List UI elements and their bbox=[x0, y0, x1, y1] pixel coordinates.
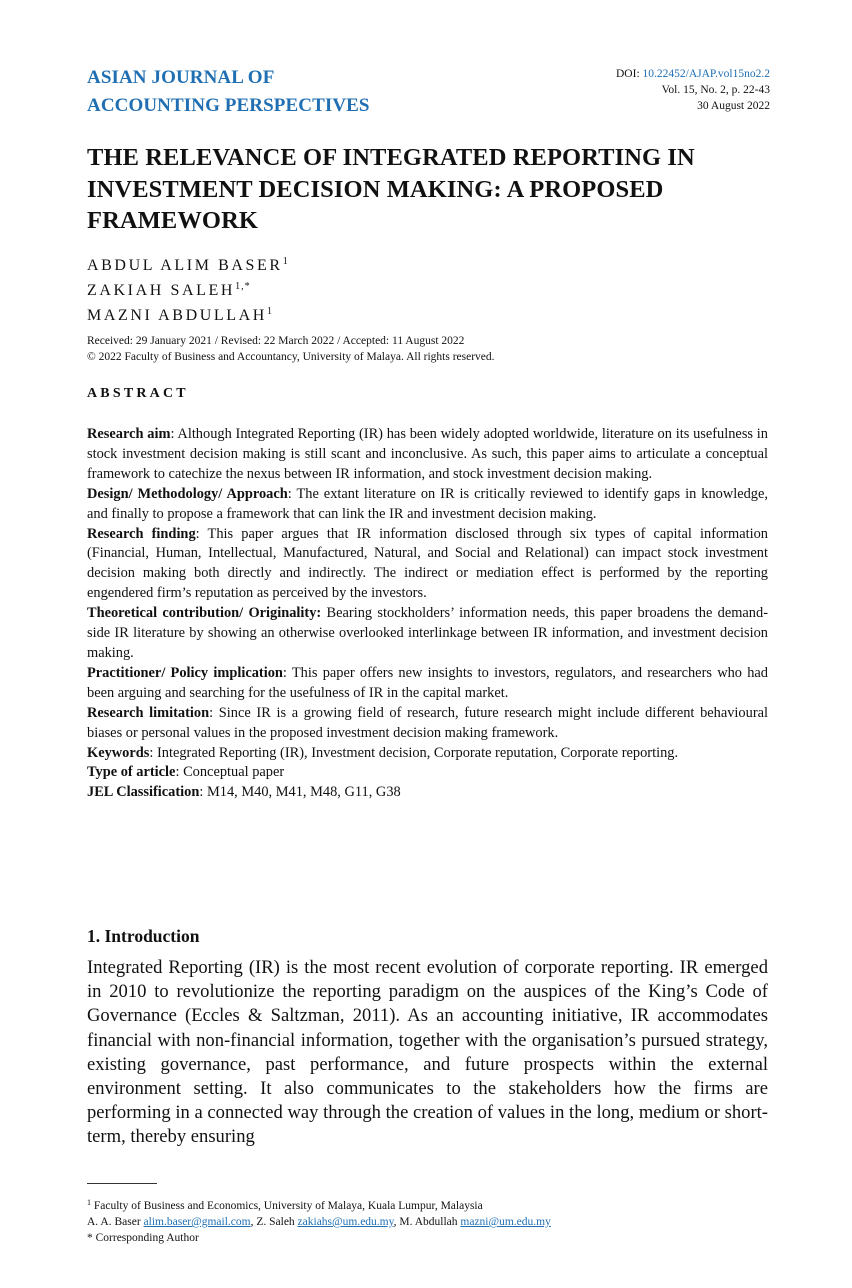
abstract-item-label: Design/ Methodology/ Approach bbox=[87, 485, 288, 502]
abstract-item-text: Although Integrated Reporting (IR) has been widely adopted worldwide, literature on its usefulness in stock investment decision making is still scant and inconclusive. As such, this paper aims to articulate a conceptual framework to catechize the nexus between IR information, and stock investment decision making. bbox=[87, 426, 768, 482]
abstract-item-text: M14, M40, M41, M48, G11, G38 bbox=[206, 784, 401, 801]
author-email-name: , M. Abdullah bbox=[393, 1216, 461, 1228]
abstract-item bbox=[87, 704, 768, 744]
jel-classification bbox=[87, 783, 768, 803]
publication-date: 30 August 2022 bbox=[697, 100, 770, 112]
article-type bbox=[87, 763, 768, 783]
abstract-item-text: Bearing stockholders’ information needs, this paper broadens the demand-side IR literature by showing an otherwise overlooked interlinkage between IR information, and investment decision making. bbox=[87, 605, 768, 661]
abstract-item-separator: : bbox=[209, 704, 219, 721]
abstract-item-text: The extant literature on IR is critically reviewed to identify gaps in knowledge, and finally to propose a framework that can link the IR and investment decision making. bbox=[87, 485, 768, 522]
journal-name-line2: ACCOUNTING PERSPECTIVES bbox=[87, 95, 370, 116]
affiliation-footnote bbox=[87, 1195, 551, 1214]
abstract-item bbox=[87, 664, 768, 704]
abstract-item-label: Research aim bbox=[87, 426, 171, 442]
abstract-item-text: Since IR is a growing field of research, future research might include different behavioural biases or personal values in the proposed investment decision making framework. bbox=[87, 704, 768, 741]
section-heading-introduction: 1. Introduction bbox=[87, 926, 200, 946]
author-affiliation-mark: 1,* bbox=[235, 281, 251, 292]
footnote-mark: 1 bbox=[87, 1198, 91, 1207]
email-link[interactable]: zakiahs@um.edu.my bbox=[297, 1216, 394, 1228]
email-link[interactable]: mazni@um.edu.my bbox=[460, 1216, 551, 1228]
email-link[interactable]: alim.baser@gmail.com bbox=[143, 1216, 251, 1228]
abstract-item-label: Keywords bbox=[87, 744, 150, 761]
abstract-item-label: JEL Classification bbox=[87, 784, 200, 801]
abstract-item-separator: : bbox=[149, 744, 157, 761]
doi-label: DOI: bbox=[616, 68, 643, 80]
footnotes bbox=[87, 1195, 551, 1246]
keywords bbox=[87, 744, 768, 764]
journal-name bbox=[87, 64, 370, 120]
abstract-item-label: Type of article bbox=[87, 764, 176, 781]
author bbox=[87, 251, 289, 276]
abstract-item-text: This paper argues that IR information disclosed through six types of capital information (Financial, Human, Intellectual, Manufactured, Natural, and Social and Relational) can impact stock investment decision making both directly and indirectly. The indirect or mediation effect is performed by the reporting engendered firm’s reputation as perceived by the investors. bbox=[87, 525, 768, 602]
corresponding-author-note: * Corresponding Author bbox=[87, 1232, 199, 1244]
abstract-item-label: Research finding bbox=[87, 525, 196, 542]
abstract-item bbox=[87, 604, 768, 664]
abstract-heading: ABSTRACT bbox=[87, 386, 189, 401]
author-name: MAZNI ABDULLAH bbox=[87, 307, 267, 324]
author-affiliation-mark: 1 bbox=[282, 256, 289, 267]
author-name: ZAKIAH SALEH bbox=[87, 282, 236, 299]
abstract-body bbox=[87, 425, 768, 803]
abstract-item bbox=[87, 485, 768, 525]
abstract-item-separator: : bbox=[282, 664, 292, 681]
abstract-item bbox=[87, 425, 768, 485]
abstract-item-label: Research limitation bbox=[87, 704, 210, 721]
abstract-item-separator: : bbox=[199, 784, 207, 801]
footnote-divider bbox=[87, 1183, 157, 1184]
author bbox=[87, 301, 289, 326]
journal-name-line1: ASIAN JOURNAL OF bbox=[87, 67, 275, 88]
author-email-name: , Z. Saleh bbox=[250, 1216, 298, 1228]
copyright-notice: © 2022 Faculty of Business and Accountancy, University of Malaya. All rights reserved. bbox=[87, 351, 495, 363]
abstract-item-separator: : bbox=[170, 426, 178, 442]
doi-line bbox=[616, 66, 770, 82]
article-history bbox=[87, 333, 495, 365]
abstract-item-label: Practitioner/ Policy implication bbox=[87, 664, 283, 681]
abstract-item-text: Conceptual paper bbox=[183, 764, 285, 781]
abstract-item-separator: : bbox=[287, 485, 297, 502]
author-name: ABDUL ALIM BASER bbox=[87, 257, 283, 274]
submission-dates: Received: 29 January 2021 / Revised: 22 March 2022 / Accepted: 11 August 2022 bbox=[87, 335, 465, 347]
author bbox=[87, 276, 289, 301]
paper-title: THE RELEVANCE OF INTEGRATED REPORTING IN INVESTMENT DECISION MAKING: A PROPOSED FRAMEWORK bbox=[87, 144, 695, 234]
abstract-item-separator: : bbox=[175, 764, 184, 781]
affiliation-text: Faculty of Business and Economics, University of Malaya, Kuala Lumpur, Malaysia bbox=[91, 1200, 483, 1212]
author-affiliation-mark: 1 bbox=[266, 306, 273, 317]
abstract-item-label: Theoretical contribution/ Originality: bbox=[87, 605, 322, 622]
author-emails bbox=[87, 1214, 551, 1230]
article-meta bbox=[616, 66, 770, 114]
volume-info: Vol. 15, No. 2, p. 22-43 bbox=[661, 84, 770, 96]
doi-link[interactable]: 10.22452/AJAP.vol15no2.2 bbox=[642, 68, 770, 80]
abstract-item-text: Integrated Reporting (IR), Investment decision, Corporate reputation, Corporate reporting. bbox=[156, 744, 679, 761]
abstract-item bbox=[87, 525, 768, 605]
abstract-item-separator: : bbox=[195, 525, 208, 542]
author-email-name: A. A. Baser bbox=[87, 1216, 144, 1228]
author-list bbox=[87, 251, 289, 326]
abstract-item-text: This paper offers new insights to investors, regulators, and researchers who had been arguing and searching for the usefulness of IR in the capital market. bbox=[87, 664, 768, 701]
introduction-paragraph: Integrated Reporting (IR) is the most recent evolution of corporate reporting. IR emerged in 2010 to revolutionize the reporting paradigm on the auspices of the King’s Code of Governance (Eccles & Saltzman, 2011). As an accounting initiative, IR accommodates financial with non-financial information, together with the organisation’s pursued strategy, existing governance, past performance, and future prospects within the external environment setting. It also communicates to the stakeholders how the firms are performing in a connected way through the creation of values in the long, medium or short-term, thereby ensuring bbox=[87, 957, 768, 1148]
